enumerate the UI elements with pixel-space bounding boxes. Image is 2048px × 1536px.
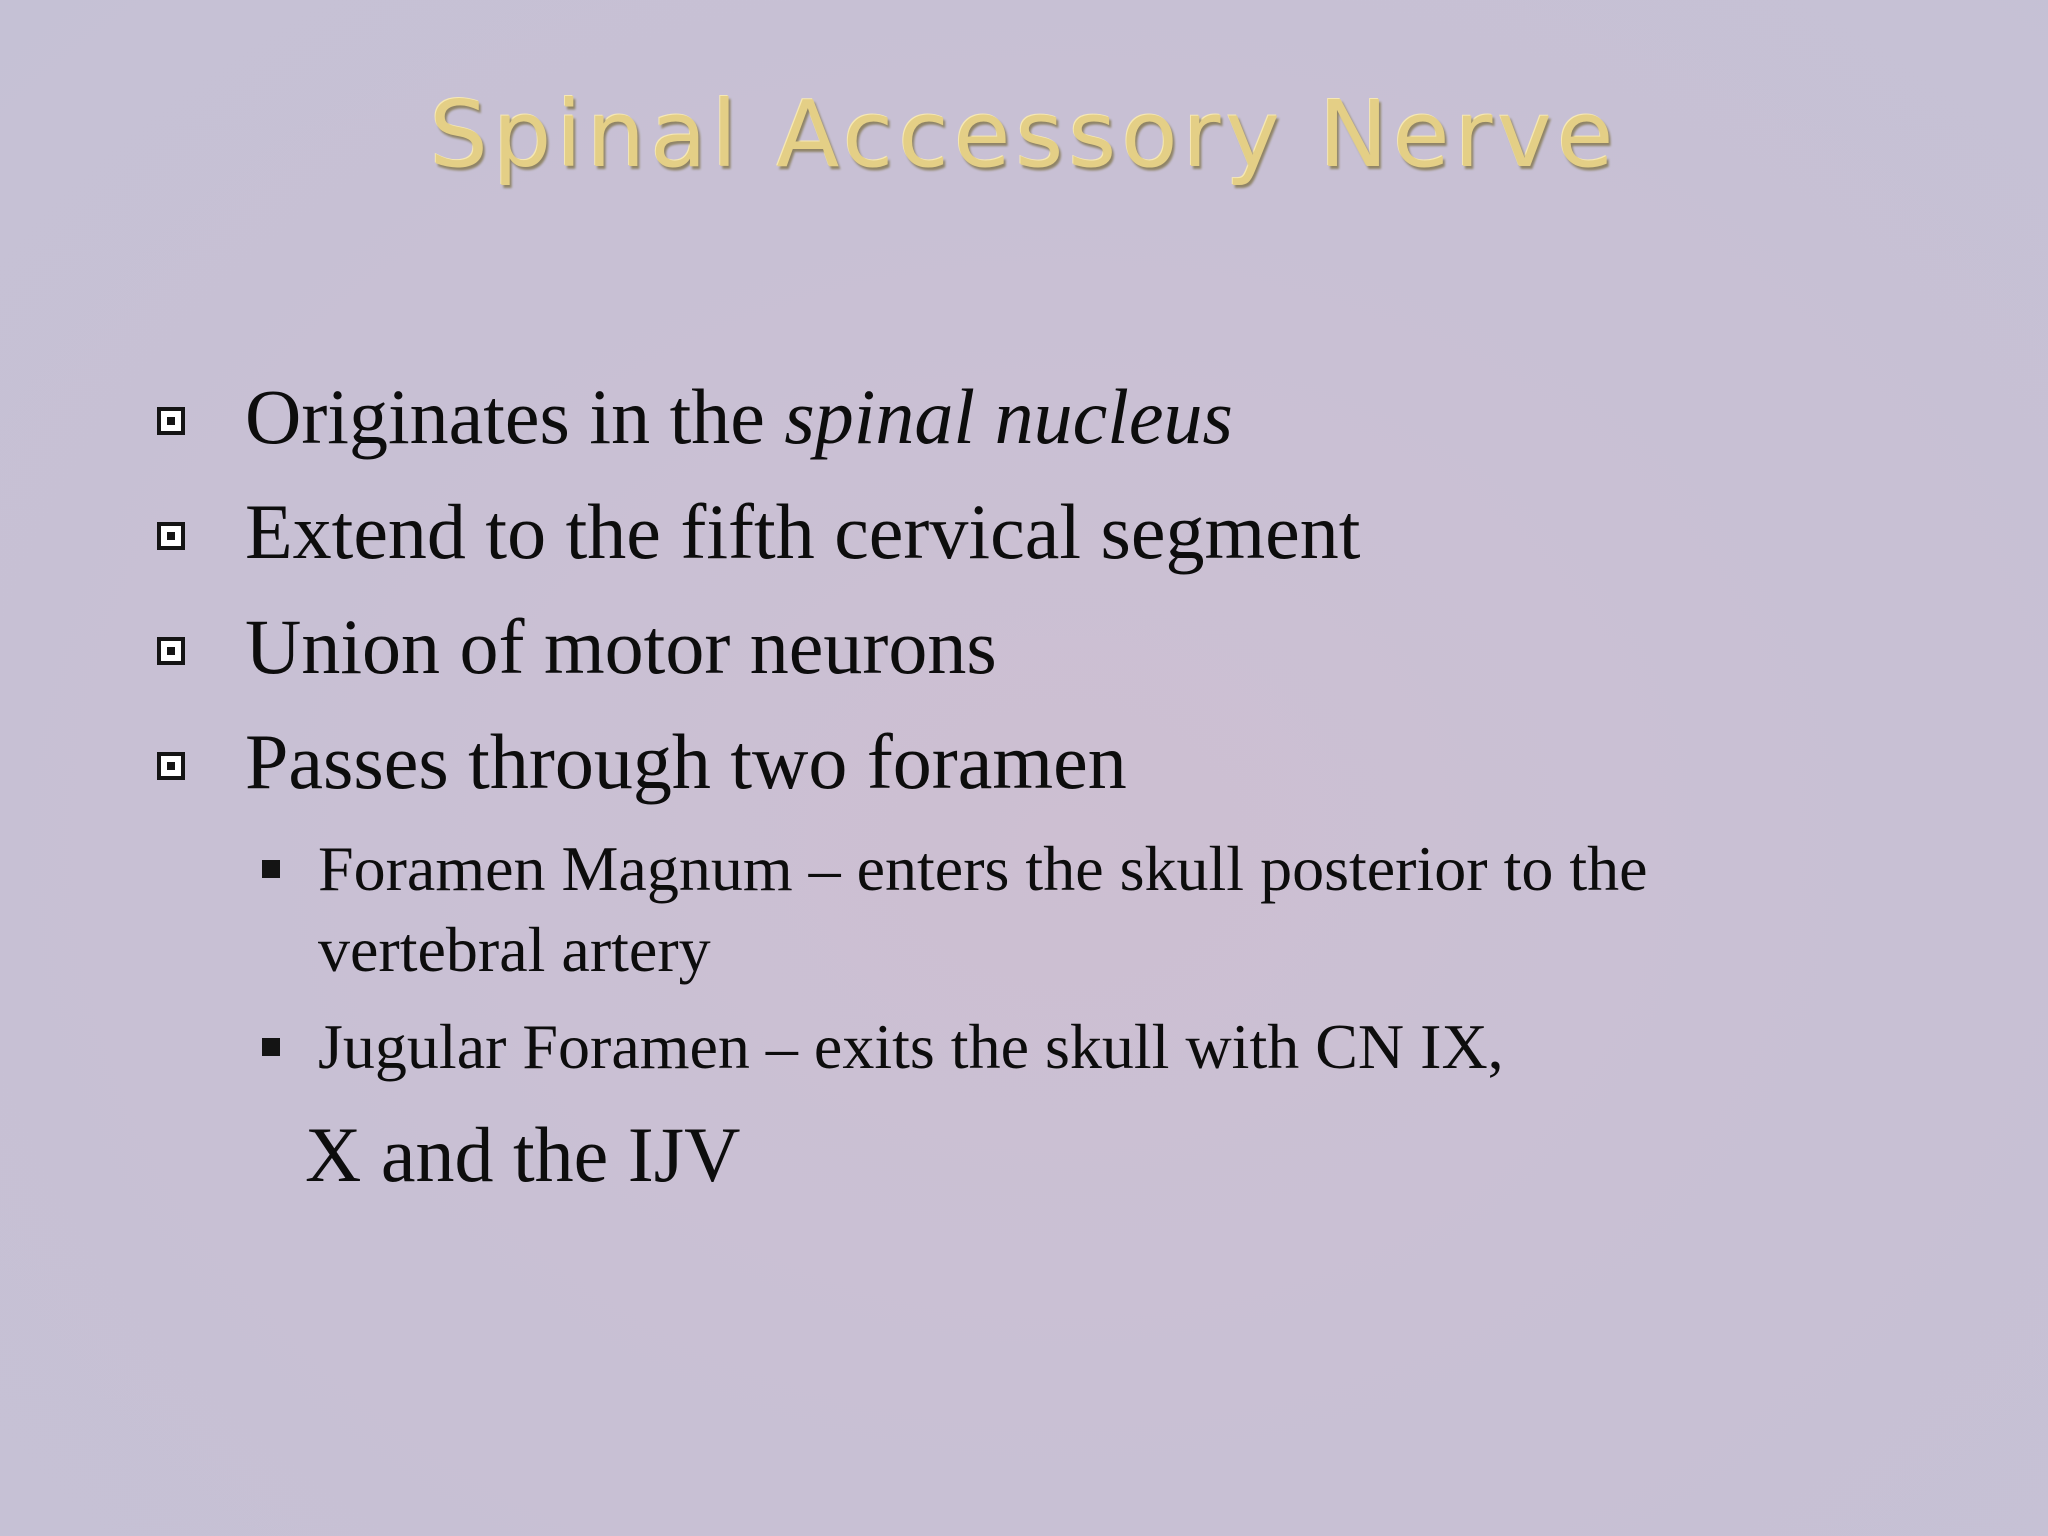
emphasis-text: spinal nucleus bbox=[784, 373, 1233, 460]
boxed-bullet-icon bbox=[157, 752, 185, 780]
square-bullet-icon bbox=[262, 1038, 280, 1056]
bullet-text: Extend to the fifth cervical segment bbox=[245, 488, 1361, 575]
bullet-text: Originates in the spinal nucleus bbox=[245, 373, 1233, 460]
boxed-bullet-icon bbox=[157, 637, 185, 665]
sub-bullet-text-line1: Jugular Foramen – exits the skull with CN IX, bbox=[318, 1011, 1504, 1082]
continuation-text: X and the IJV bbox=[305, 1111, 741, 1198]
boxed-bullet-icon bbox=[157, 407, 185, 435]
bullet-text: Union of motor neurons bbox=[245, 603, 997, 690]
sub-bullet-text-line2: vertebral artery bbox=[318, 914, 711, 985]
sub-bullet-text-line1: Foramen Magnum – enters the skull posterior to the bbox=[318, 833, 1648, 904]
bullet-text: Passes through two foramen bbox=[245, 718, 1127, 805]
square-bullet-icon bbox=[262, 860, 280, 878]
slide-title: Spinal Accessory Nerve bbox=[429, 81, 1619, 188]
boxed-bullet-icon bbox=[157, 522, 185, 550]
